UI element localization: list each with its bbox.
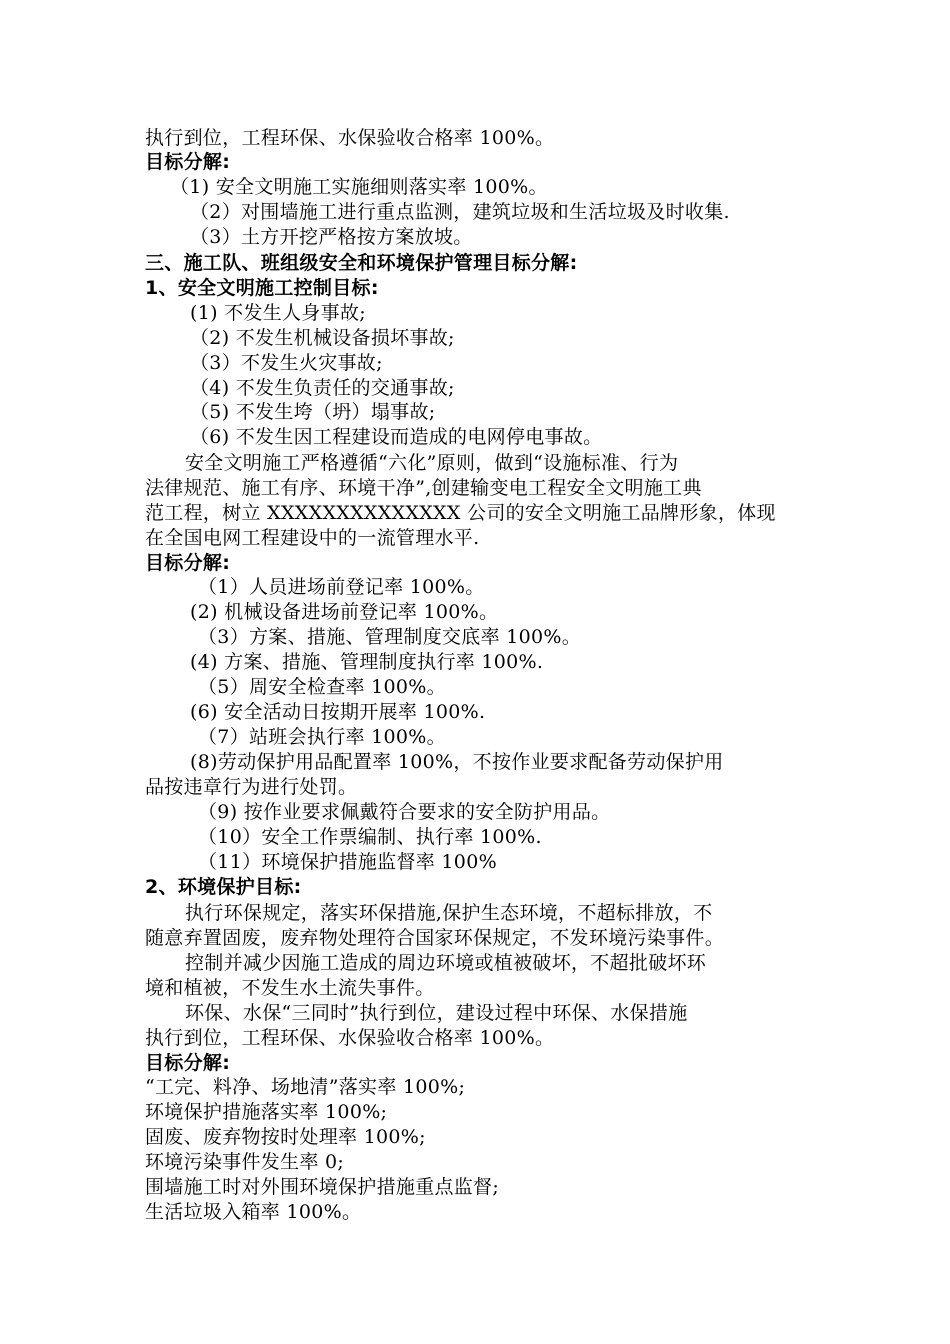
list-item: （6) 不发生因工程建设而造成的电网停电事故。 <box>190 426 603 448</box>
list-item: （3）土方开挖严格按方案放坡。 <box>190 226 473 248</box>
list-item: (8)劳动保护用品配置率 100%，不按作业要求配备劳动保护用 <box>190 751 724 773</box>
list-item: （4) 不发生负责任的交通事故; <box>190 377 455 399</box>
list-item: （1）人员进场前登记率 100%。 <box>198 576 485 598</box>
list-item: （2）对围墙施工进行重点监测，建筑垃圾和生活垃圾及时收集. <box>190 201 730 223</box>
paragraph-line: 在全国电网工程建设中的一流管理水平. <box>145 527 480 549</box>
list-item: (2) 机械设备进场前登记率 100%。 <box>190 601 499 623</box>
list-item: （9) 按作业要求佩戴符合要求的安全防护用品。 <box>198 801 611 823</box>
list-item: 围墙施工时对外围环境保护措施重点监督; <box>145 1176 500 1198</box>
list-item: 环境保护措施落实率 100%; <box>145 1101 388 1123</box>
list-item: （11）环境保护措施监督率 100% <box>198 851 497 873</box>
list-item: 生活垃圾入箱率 100%。 <box>145 1201 362 1223</box>
paragraph-line: 控制并减少因施工造成的周边环境或植被破坏，不超批破坏环 <box>185 952 707 974</box>
paragraph-line: 执行到位，工程环保、水保验收合格率 100%。 <box>145 1027 555 1049</box>
list-item: （1) 安全文明施工实施细则落实率 100%。 <box>170 176 548 198</box>
list-item: （3）方案、措施、管理制度交底率 100%。 <box>198 626 582 648</box>
list-item: 固废、废弃物按时处理率 100%; <box>145 1126 426 1148</box>
paragraph-line: 境和植被，不发生水土流失事件。 <box>145 977 435 999</box>
paragraph-line: 执行环保规定，落实环保措施,保护生态环境，不超标排放，不 <box>185 902 713 924</box>
list-item: (1) 不发生人身事故; <box>190 302 366 324</box>
list-item-continuation: 品按违章行为进行处罚。 <box>145 776 358 798</box>
section-heading: 三、施工队、班组级安全和环境保护管理目标分解: <box>145 252 578 274</box>
paragraph-line: 安全文明施工严格遵循“六化”原则，做到“设施标准、行为 <box>185 452 679 474</box>
list-item: （10）安全工作票编制、执行率 100%. <box>198 826 542 848</box>
section-heading: 目标分解: <box>145 1052 231 1074</box>
list-item: 环境污染事件发生率 0; <box>145 1151 345 1173</box>
list-item: （3）不发生火灾事故; <box>190 352 383 374</box>
list-item: （5) 不发生垮（坍）塌事故; <box>190 401 436 423</box>
section-heading: 目标分解: <box>145 151 231 173</box>
paragraph-line: 随意弃置固废，废弃物处理符合国家环保规定，不发环境污染事件。 <box>145 927 725 949</box>
list-item: （7）站班会执行率 100%。 <box>198 726 446 748</box>
list-item: (6) 安全活动日按期开展率 100%. <box>190 701 486 723</box>
text-line: 执行到位，工程环保、水保验收合格率 100%。 <box>145 127 555 149</box>
section-heading: 目标分解: <box>145 552 231 574</box>
section-heading: 1、安全文明施工控制目标: <box>145 277 379 299</box>
paragraph-line: 范工程，树立 XXXXXXXXXXXXXX 公司的安全文明施工品牌形象，体现 <box>145 502 776 524</box>
section-heading: 2、环境保护目标: <box>145 876 302 898</box>
list-item: (4) 方案、措施、管理制度执行率 100%. <box>190 651 544 673</box>
list-item: （2) 不发生机械设备损坏事故; <box>190 327 455 349</box>
paragraph-line: 环保、水保“三同时”执行到位，建设过程中环保、水保措施 <box>185 1002 688 1024</box>
list-item: “工完、料净、场地清”落实率 100%; <box>145 1076 466 1098</box>
paragraph-line: 法律规范、施工有序、环境干净”,创建输变电工程安全文明施工典 <box>145 477 702 499</box>
list-item: （5）周安全检查率 100%。 <box>198 676 446 698</box>
